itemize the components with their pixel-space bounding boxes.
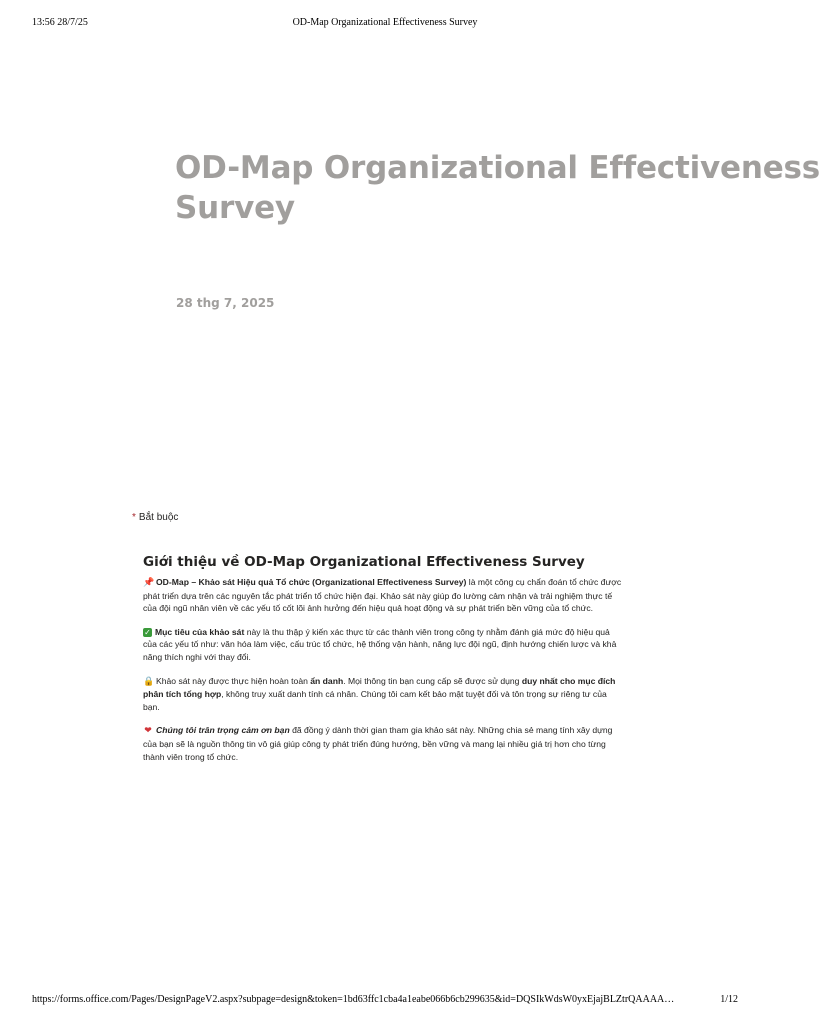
p1-bold: OD-Map – Khảo sát Hiệu quả Tổ chức (Organizational Effectiveness Survey) <box>156 577 467 587</box>
p4-text: đã đồng ý dành thời gian tham gia khảo sát này. Những chia sẻ mang tính xây dựng của bạn sẽ là nguồn thông tin vô giá giúp công ty phát triển đúng hướng, bền vững và mang lại nhiều giá trị hơn cho từng thành viên trong tổ chức. <box>143 725 613 762</box>
p3-text-a: Khảo sát này được thực hiện hoàn toàn <box>156 675 311 686</box>
intro-paragraph-3 <box>143 675 623 714</box>
required-label: Bắt buộc <box>138 512 179 523</box>
p2-bold: Mục tiêu của khảo sát <box>155 626 245 637</box>
print-page-title: OD-Map Organizational Effectiveness Survey <box>292 17 478 28</box>
intro-paragraph-4 <box>143 724 623 763</box>
check-mark-icon: ✓ <box>144 627 151 637</box>
pushpin-icon: 📌 <box>143 578 155 588</box>
print-timestamp: 13:56 28/7/25 <box>32 17 88 28</box>
required-star: * <box>132 512 136 523</box>
form-date: 28 thg 7, 2025 <box>176 296 275 310</box>
form-title <box>175 148 820 228</box>
form-title-line-2: Survey <box>175 190 295 226</box>
required-note <box>132 512 178 523</box>
p3-text-b: . Mọi thông tin bạn cung cấp sẽ được sử dụng <box>343 675 522 686</box>
page-number: 1/12 <box>720 994 738 1005</box>
p1-text: là một công cụ chẩn đoán tổ chức được phát triển dựa trên các nguyên tắc phát triển tổ chức hiện đại. Khảo sát này giúp đo lường cảm nhận và trải nghiệm thực tế của đội ngũ nhân viên về các yếu tố cốt lõi ảnh hưởng đến hiệu quả hoạt động và sự phát triển bền vững của tổ chức. <box>143 577 622 614</box>
p2-text: này là thu thập ý kiến xác thực từ các thành viên trong công ty nhằm đánh giá mức độ hiệu quả của các yếu tố như: văn hóa làm việc, cấu trúc tổ chức, hệ thống vận hành, năng lực đội ngũ, định hướng chiến lược và khả năng thích nghi với thay đổi. <box>143 626 617 662</box>
form-title-line-1: OD-Map Organizational Effectiveness <box>175 150 820 186</box>
p3-bold-b: duy nhất cho mục đích phân tích tổng hợp <box>143 675 616 700</box>
lock-icon: 🔒 <box>143 676 155 687</box>
p4-bold-italic: Chúng tôi trân trọng cảm ơn bạn <box>156 725 290 736</box>
heart-icon: ❤ <box>144 726 152 737</box>
p3-bold-a: ẩn danh <box>310 675 344 686</box>
intro-paragraph-1 <box>143 576 623 615</box>
print-footer <box>32 994 738 1008</box>
page-url: https://forms.office.com/Pages/DesignPageV2.aspx?subpage=design&token=1bd63ffc1cba4a1eabe066b6cb299635&id=DQSIkWdsW0yxEjajBLZtrQAAAA… <box>32 994 675 1005</box>
intro-paragraph-2 <box>143 626 623 664</box>
p3-text-c: , không truy xuất danh tính cá nhân. Chúng tôi cam kết bảo mật tuyệt đối và tôn trọng sự riêng tư của bạn. <box>143 689 607 712</box>
print-header <box>32 17 738 31</box>
section-title: Giới thiệu về OD-Map Organizational Effectiveness Survey <box>143 554 585 570</box>
intro-section <box>143 552 623 774</box>
